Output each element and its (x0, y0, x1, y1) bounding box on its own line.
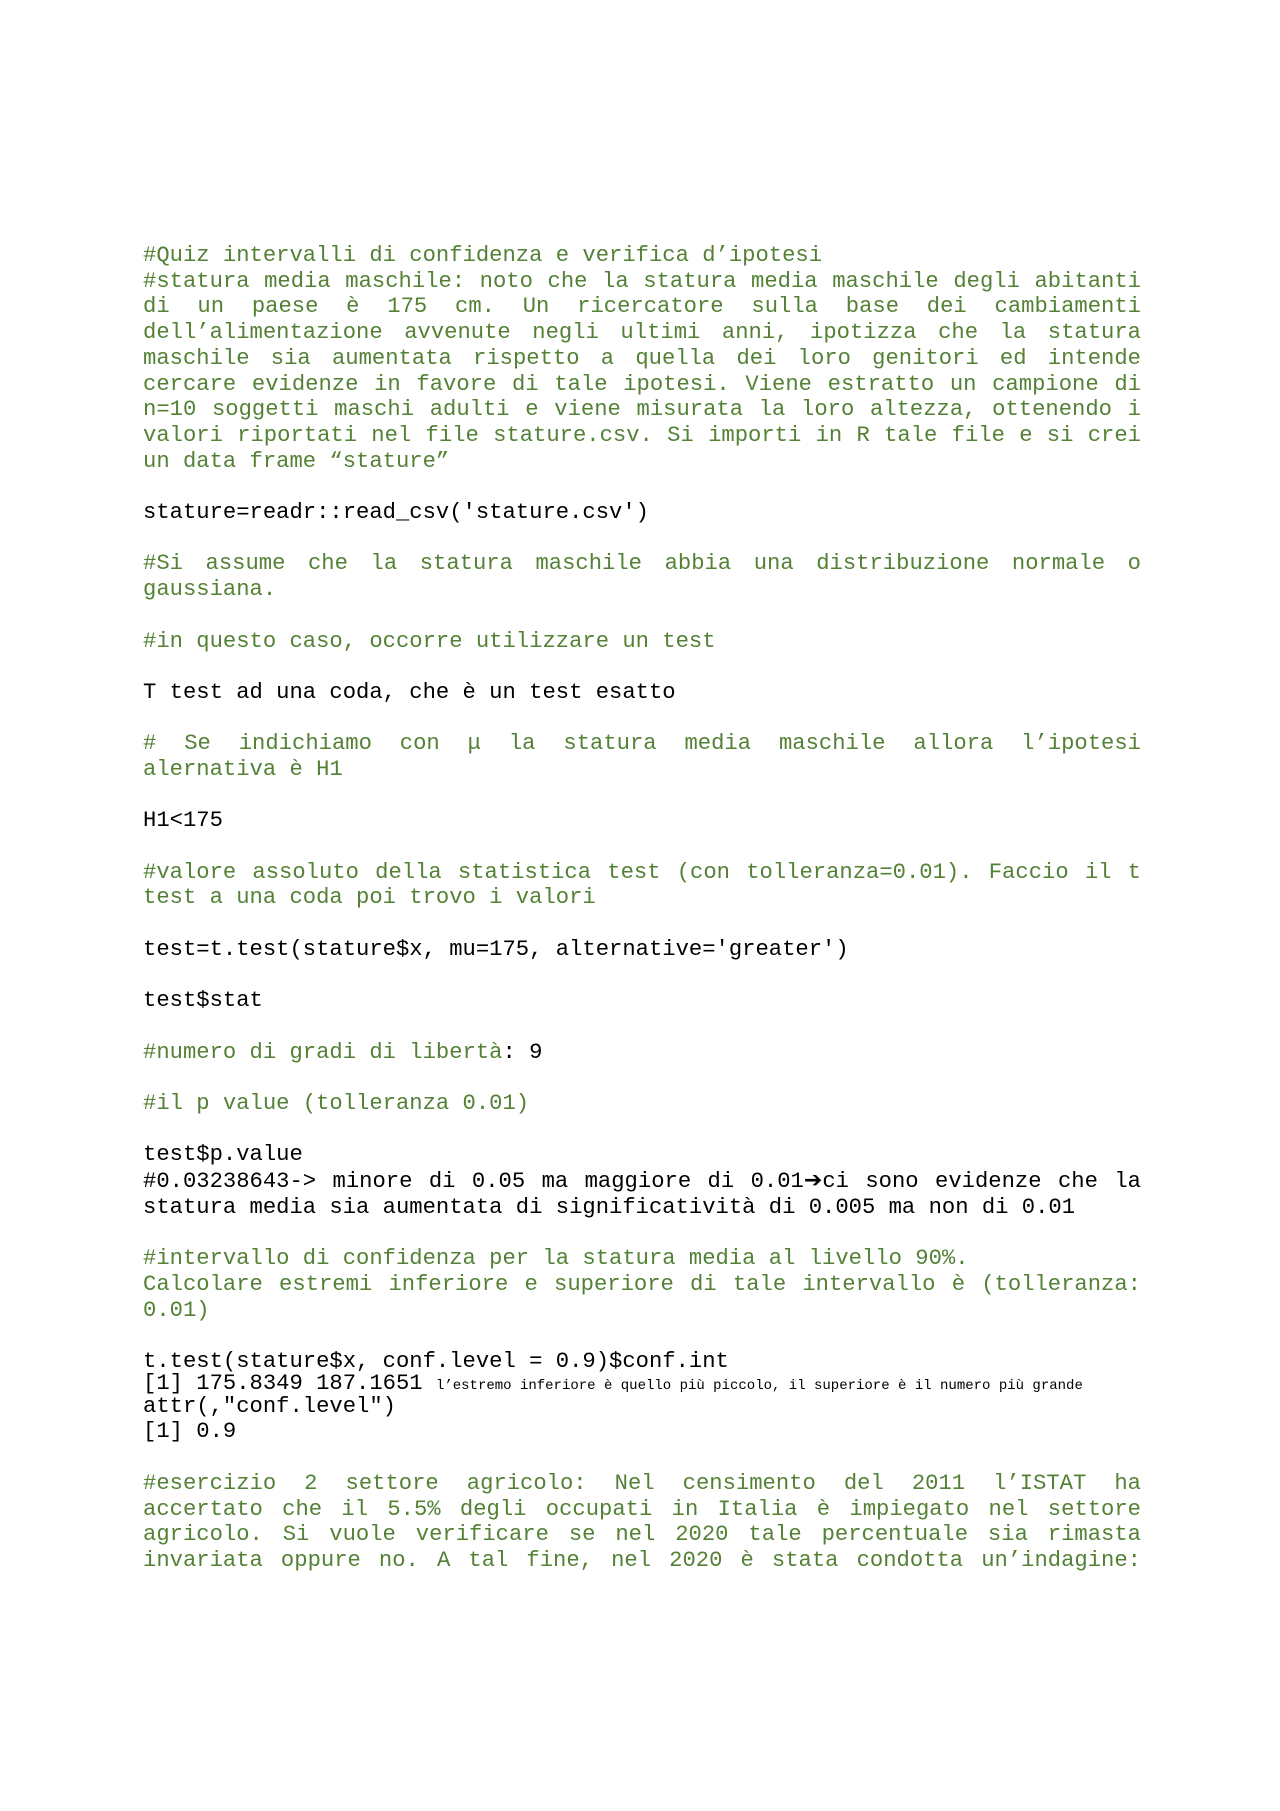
pvalue-result-line (143, 1168, 1141, 1195)
ci-output: [1] 175.8349 187.1651 (143, 1370, 423, 1396)
ci-output-line (143, 1370, 1141, 1396)
ttest-answer: T test ad una coda, che è un test esatto (143, 679, 676, 705)
pvalue-comment: #il p value (tolleranza 0.01) (143, 1091, 530, 1117)
ci-comment-2: Calcolare estremi inferiore e superiore di tale intervallo è (tolleranza: 0.01) (143, 1271, 1141, 1323)
ci-note: l’estremo inferiore è quello più piccolo, il superiore è il numero più grande (435, 1377, 1083, 1394)
ci-comment-1: #intervallo di confidenza per la statura media al livello 90%. (143, 1246, 969, 1272)
exercise-2-paragraph: #esercizio 2 settore agricolo: Nel censimento del 2011 l’ISTAT ha accertato che il 5.5% degli occupati in Italia è impiegato nel settore agricolo. Si vuole verificare se nel 2020 tale percentuale sia rimasta invariata oppure no. A tal fine, nel 2020 è stata condotta un’indagine: (143, 1470, 1141, 1573)
case-comment: #in questo caso, occorre utilizzare un test (143, 628, 716, 654)
df-line (143, 1040, 1141, 1066)
attr-line: attr(,"conf.level") (143, 1393, 396, 1419)
code-stat: test$stat (143, 988, 263, 1014)
ci-comment (143, 1246, 1141, 1323)
pvalue-block (143, 1142, 1141, 1220)
hypothesis-comment: # Se indichiamo con μ la statura media maschile allora l’ipotesi alernativa è H1 (143, 731, 1141, 782)
code-pvalue: test$p.value (143, 1142, 303, 1168)
assume-comment: #Si assume che la statura maschile abbia una distribuzione normale o gaussiana. (143, 551, 1141, 603)
pvalue-result-a: #0.03238643-> minore di 0.05 ma maggiore di 0.01 (143, 1169, 804, 1195)
quiz-title: #Quiz intervalli di confidenza e verifica d’ipotesi (143, 243, 823, 268)
h1-value: H1<175 (143, 808, 223, 834)
intro-paragraph: #statura media maschile: noto che la statura media maschile degli abitanti di un paese è 175 cm. Un ricercatore sulla base dei cambiamenti dell’alimentazione avvenute negli ultimi anni, ipotizza che la statura maschile sia aumentata rispetto a quella dei loro genitori ed intende cercare evidenze in favore di tale ipotesi. Viene estratto un campione di n=10 soggetti maschi adulti e viene misurata la loro altezza, ottenendo i valori riportati nel file stature.csv. Si importi in R tale file e si crei un data frame “stature” (143, 268, 1141, 474)
df-comment: #numero di gradi di libertà (143, 1039, 503, 1065)
abs-stat-comment: #valore assoluto della statistica test (con tolleranza=0.01). Faccio il t test a una coda poi trovo i valori (143, 859, 1141, 911)
code-conf-int: t.test(stature$x, conf.level = 0.9)$conf.int (143, 1349, 729, 1375)
code-ttest: test=t.test(stature$x, mu=175, alternative='greater') (143, 936, 849, 962)
pvalue-result-b: ci sono evidenze che la (822, 1169, 1141, 1195)
pvalue-result-c: statura media sia aumentata di significatività di 0.005 ma non di 0.01 (143, 1194, 1076, 1220)
arrow-right-icon: ➔ (803, 1168, 823, 1194)
conf-level-output: [1] 0.9 (143, 1419, 237, 1445)
document-page (143, 243, 1141, 1574)
df-value: : 9 (502, 1039, 543, 1065)
ci-block (143, 1349, 1141, 1445)
code-read-csv: stature=readr::read_csv('stature.csv') (143, 500, 649, 526)
